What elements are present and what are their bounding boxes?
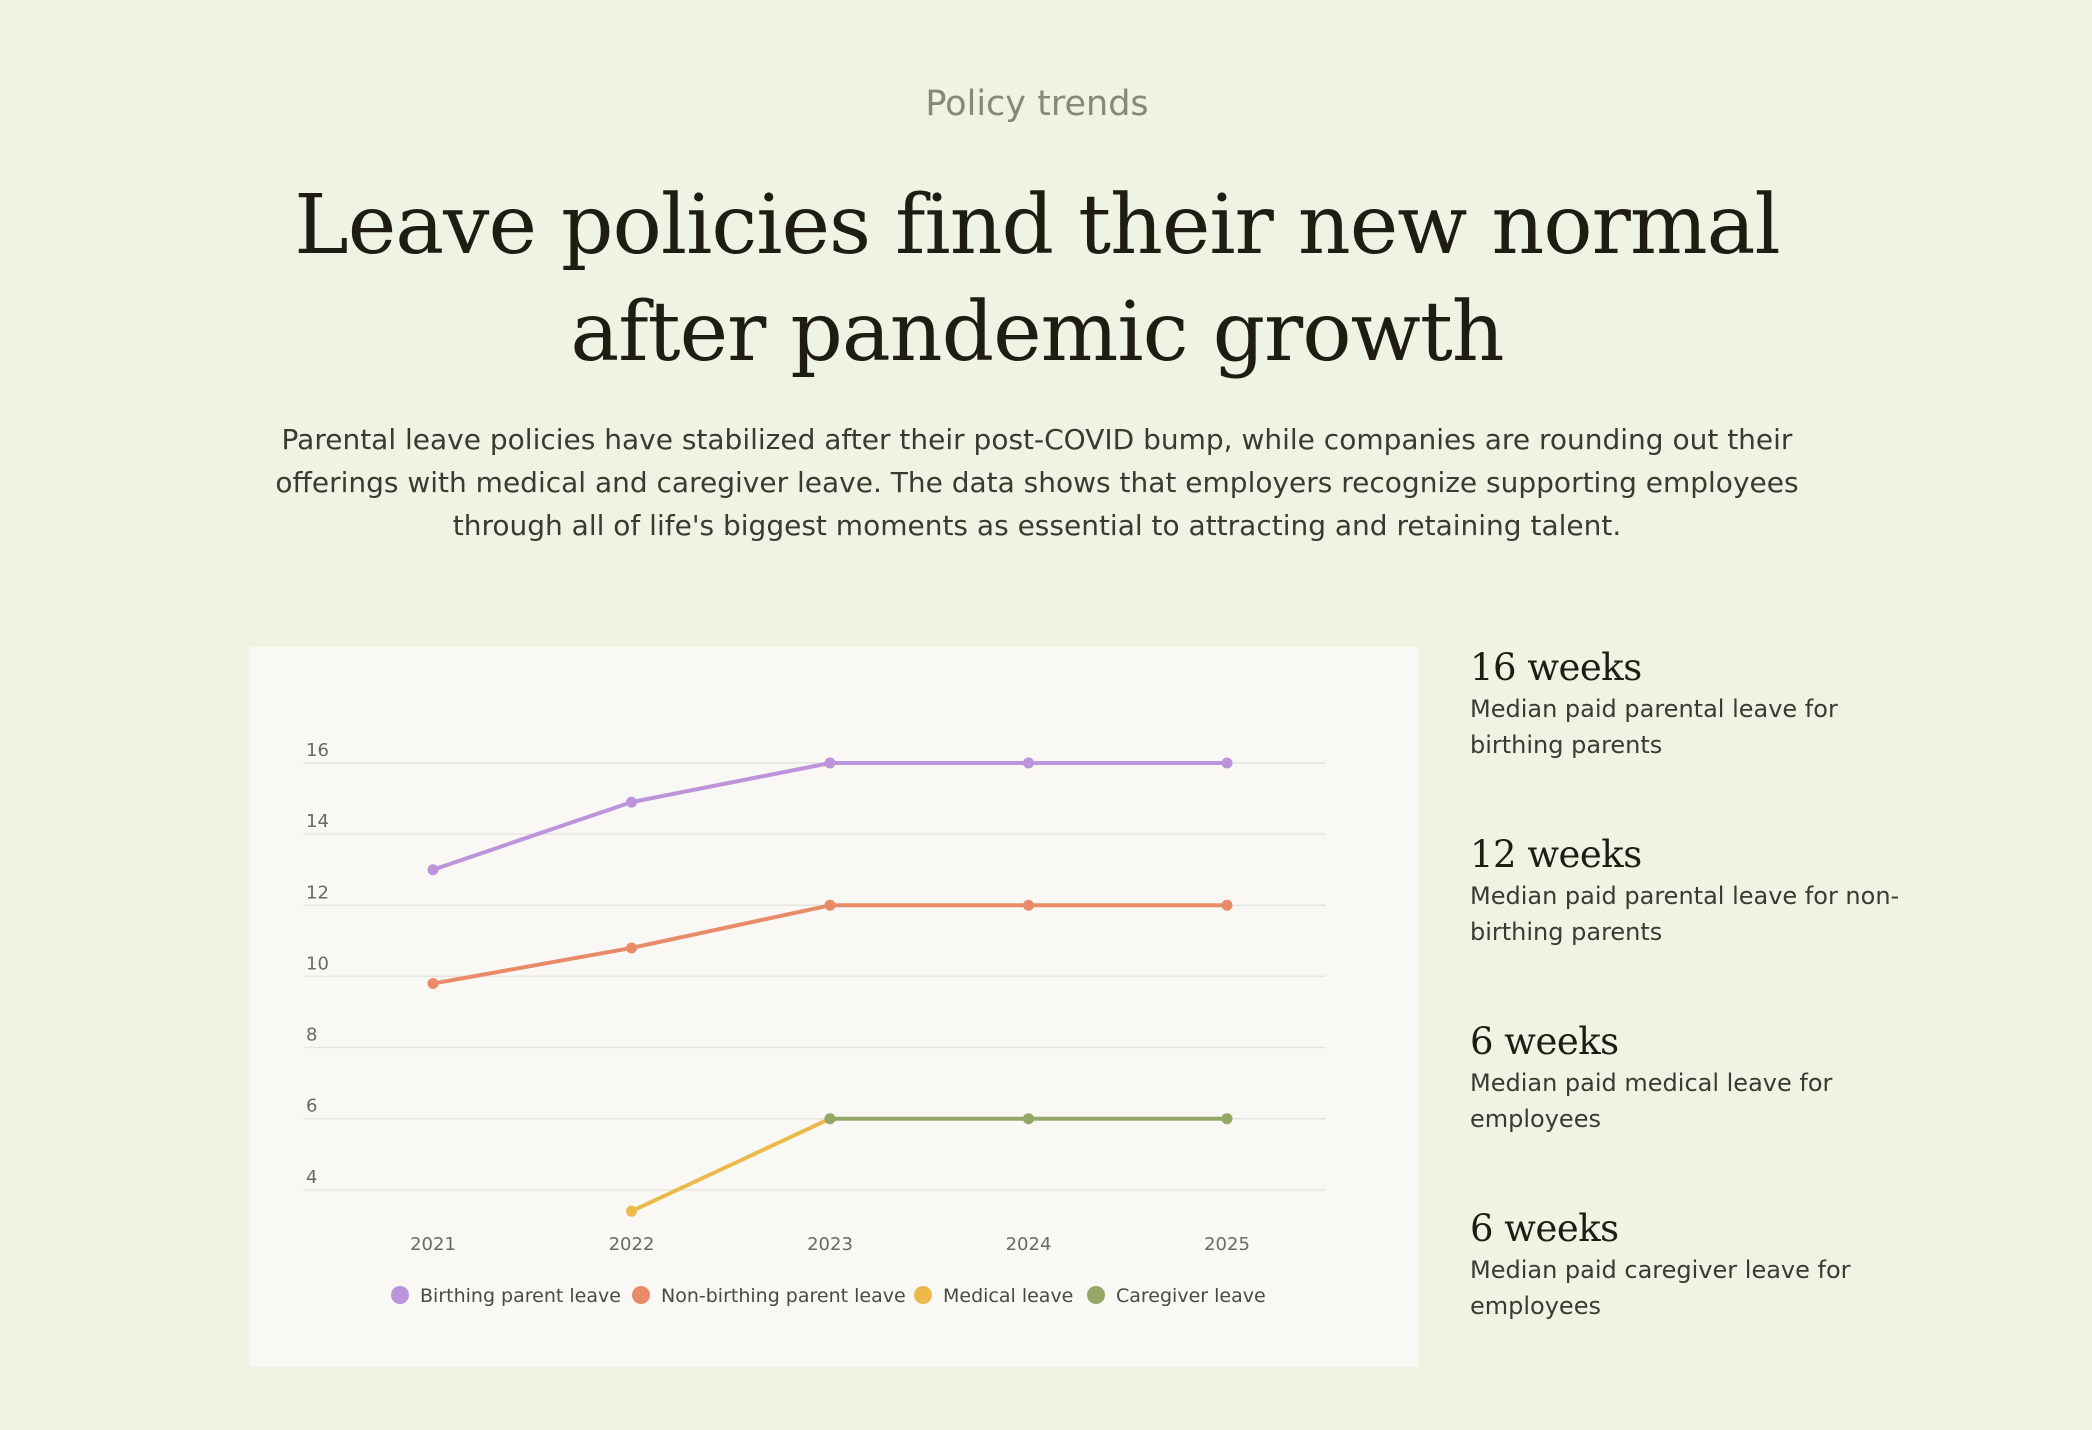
y-tick-label: 16	[306, 740, 329, 761]
x-tick-label: 2025	[1204, 1234, 1250, 1255]
x-tick-label: 2024	[1005, 1234, 1052, 1255]
leave-trends-line-chart	[250, 647, 1418, 1367]
stat-non-birthing-parent	[1470, 832, 1910, 950]
data-point-birthing-parent-leave	[825, 758, 836, 769]
data-point-birthing-parent-leave	[1023, 758, 1034, 769]
x-tick-label: 2023	[807, 1234, 853, 1255]
page-title: Leave policies find their new normal after pandemic growth	[294, 178, 1780, 380]
y-tick-label: 6	[306, 1095, 318, 1117]
data-point-medical-leave	[626, 1206, 637, 1217]
legend-label-birthing-parent-leave: Birthing parent leave	[420, 1285, 621, 1307]
legend-swatch-medical-leave	[914, 1286, 932, 1304]
x-tick-label: 2021	[410, 1234, 456, 1255]
data-point-non-birthing-parent-leave	[626, 942, 637, 953]
data-point-non-birthing-parent-leave	[1023, 900, 1034, 911]
legend-label-medical-leave: Medical leave	[943, 1285, 1074, 1307]
stat-description: Median paid parental leave for birthing parents	[1470, 695, 1838, 759]
data-point-non-birthing-parent-leave	[1222, 900, 1233, 911]
legend-label-caregiver-leave: Caregiver leave	[1116, 1285, 1266, 1307]
data-point-caregiver-leave	[1222, 1113, 1233, 1124]
stat-value: 6 weeks	[1470, 1207, 1619, 1250]
y-tick-label: 12	[306, 882, 329, 904]
y-tick-label: 8	[306, 1024, 318, 1046]
stat-medical	[1470, 1019, 1910, 1137]
data-point-non-birthing-parent-leave	[428, 978, 439, 989]
legend-swatch-caregiver-leave	[1087, 1286, 1105, 1304]
data-point-birthing-parent-leave	[428, 864, 439, 875]
intro-paragraph: Parental leave policies have stabilized after their post-COVID bump, while companies are rounding out their offerings with medical and caregiver leave. The data shows that employers recognize supporting employees through all of life's biggest moments as essential to attracting and retaining talent.	[275, 423, 1799, 542]
series-line-birthing-parent-leave	[433, 763, 1227, 870]
series-line-non-birthing-parent-leave	[433, 905, 1227, 983]
stat-caregiver	[1470, 1206, 1910, 1324]
data-point-caregiver-leave	[825, 1113, 836, 1124]
section-eyebrow: Policy trends	[925, 84, 1149, 124]
legend-swatch-birthing-parent-leave	[391, 1286, 409, 1304]
y-tick-label: 4	[306, 1166, 318, 1188]
stat-value: 16 weeks	[1470, 646, 1642, 689]
legend-swatch-non-birthing-parent-leave	[632, 1286, 650, 1304]
data-point-caregiver-leave	[1023, 1113, 1034, 1124]
series-line-medical-leave	[632, 1119, 831, 1211]
legend-label-non-birthing-parent-leave: Non-birthing parent leave	[661, 1285, 906, 1307]
chart-card	[250, 647, 1418, 1367]
y-tick-label: 14	[306, 811, 329, 833]
data-point-birthing-parent-leave	[1222, 758, 1233, 769]
data-point-non-birthing-parent-leave	[825, 900, 836, 911]
stat-description: Median paid caregiver leave for employees	[1470, 1256, 1851, 1320]
stat-value: 12 weeks	[1470, 833, 1642, 876]
y-tick-label: 10	[306, 953, 329, 975]
data-point-birthing-parent-leave	[626, 797, 637, 808]
stat-description: Median paid medical leave for employees	[1470, 1069, 1833, 1133]
stat-birthing-parent	[1470, 645, 1910, 763]
x-tick-label: 2022	[608, 1234, 655, 1255]
stat-description: Median paid parental leave for non-birthing parents	[1470, 882, 1900, 946]
stat-value: 6 weeks	[1470, 1020, 1619, 1063]
